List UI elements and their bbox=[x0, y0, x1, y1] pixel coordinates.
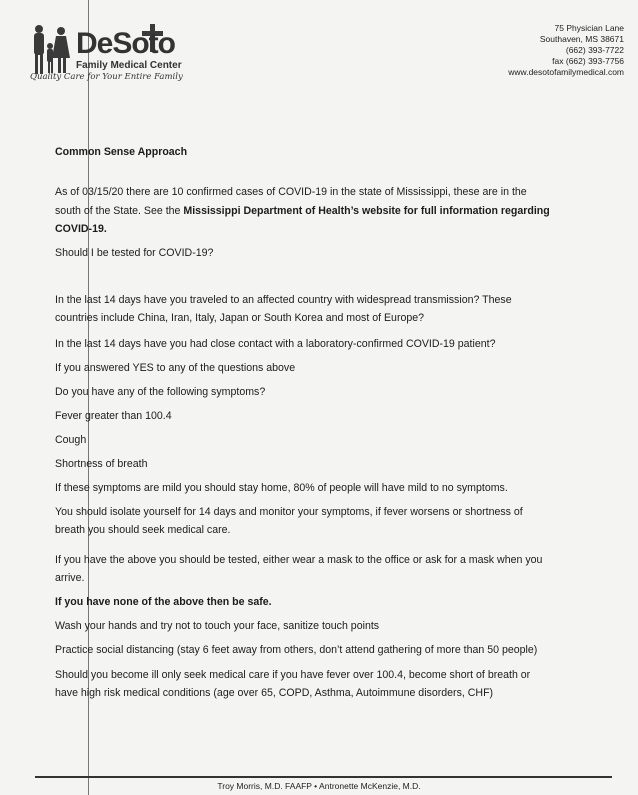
footer-physicians: Troy Morris, M.D. FAAFP • Antronette McKenzie, M.D. bbox=[217, 781, 421, 791]
document-title: Common Sense Approach bbox=[55, 146, 188, 158]
para1-line2 bbox=[55, 205, 550, 218]
tested-line1: If you have the above you should be tested, either wear a mask to the office or ask for a mask when you bbox=[55, 554, 543, 566]
brand-name: DeSoto bbox=[76, 27, 175, 60]
phone: (662) 393-7722 bbox=[565, 45, 624, 55]
brand-subtitle: Family Medical Center bbox=[76, 60, 182, 71]
travel-line1: In the last 14 days have you traveled to an affected country with widespread transmission? These bbox=[55, 294, 512, 306]
contact-question: In the last 14 days have you had close contact with a laboratory-confirmed COVID-19 patient? bbox=[55, 338, 496, 350]
isolate-line2: breath you should seek medical care. bbox=[55, 524, 231, 536]
symptom-fever: Fever greater than 100.4 bbox=[55, 410, 172, 422]
social-distancing: Practice social distancing (stay 6 feet away from others, don’t attend gathering of more than 50 people) bbox=[55, 644, 538, 656]
symptom-breath: Shortness of breath bbox=[55, 458, 148, 470]
brand-tagline: Quality Care for Your Entire Family bbox=[30, 72, 183, 82]
symptom-cough: Cough bbox=[55, 434, 87, 446]
symptoms-question: Do you have any of the following symptoms? bbox=[55, 386, 266, 398]
ill-line2: have high risk medical conditions (age over 65, COPD, Asthma, Autoimmune disorders, CHF) bbox=[55, 687, 494, 699]
website: www.desotofamilymedical.com bbox=[508, 67, 624, 77]
para1-line2a: south of the State. See the bbox=[55, 205, 184, 217]
health-dept-reference: Mississippi Department of Health’s website for full information regarding bbox=[183, 205, 550, 217]
address-city: Southaven, MS 38671 bbox=[539, 34, 624, 44]
para1-line3: COVID-19. bbox=[55, 223, 107, 235]
address-street: 75 Physician Lane bbox=[554, 23, 624, 33]
fax: fax (662) 393-7756 bbox=[552, 56, 624, 66]
be-safe: If you have none of the above then be safe. bbox=[55, 596, 272, 608]
question-tested: Should I be tested for COVID-19? bbox=[55, 247, 214, 259]
wash-hands: Wash your hands and try not to touch your face, sanitize touch points bbox=[55, 620, 380, 632]
para1-line1: As of 03/15/20 there are 10 confirmed cases of COVID-19 in the state of Mississippi, these are in the bbox=[55, 186, 527, 198]
address-block bbox=[508, 23, 624, 78]
mild-symptoms: If these symptoms are mild you should stay home, 80% of people will have mild to no symptoms. bbox=[55, 482, 508, 494]
footer-divider bbox=[35, 776, 612, 778]
answered-yes: If you answered YES to any of the questions above bbox=[55, 362, 296, 374]
tested-line2: arrive. bbox=[55, 572, 85, 584]
isolate-line1: You should isolate yourself for 14 days and monitor your symptoms, if fever worsens or shortness of bbox=[55, 506, 523, 518]
travel-line2: countries include China, Iran, Italy, Japan or South Korea and most of Europe? bbox=[55, 312, 425, 324]
ill-line1: Should you become ill only seek medical care if you have fever over 100.4, become short of breath or bbox=[55, 669, 531, 681]
